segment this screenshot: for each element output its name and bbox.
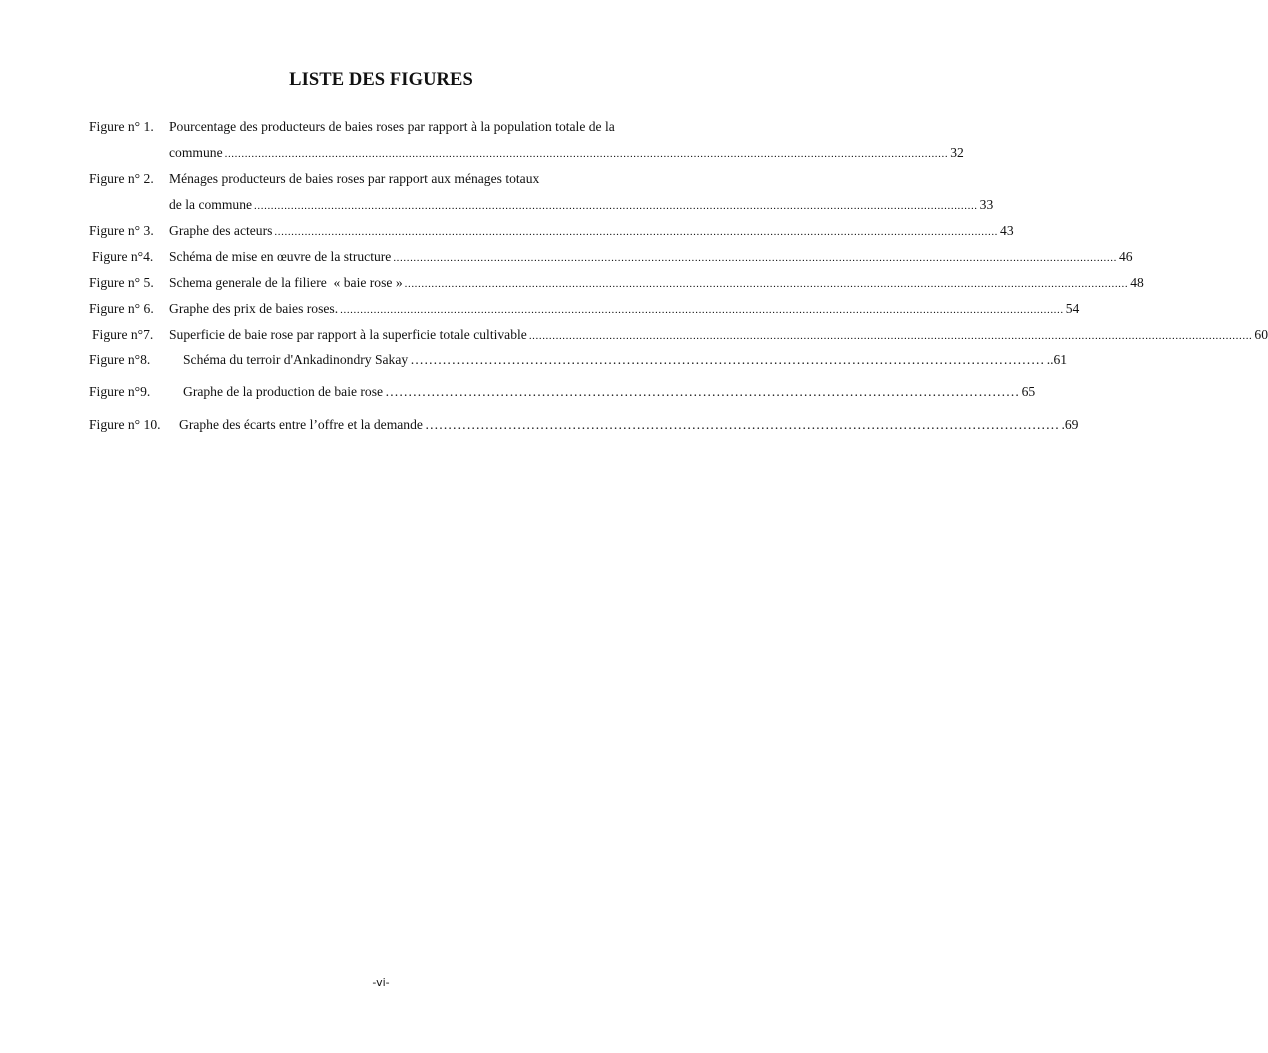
figure-entry-3-line (169, 223, 1014, 239)
dot-leader: ………………………………………………………………………………………………………………………… (424, 417, 1060, 432)
page-number: .69 (1061, 417, 1079, 432)
dot-leader: ………………………………………………………………………………………………………………………… (410, 352, 1045, 367)
figure-label: Figure n° 10. (89, 417, 161, 432)
page-number: 43 (1000, 223, 1014, 238)
page-footer-number: -vi- (372, 976, 390, 989)
figure-entry-5-line (169, 275, 1144, 291)
figure-title-line1: Pourcentage des producteurs de baies roses par rapport à la population totale de la (169, 119, 615, 134)
page-number: 60 (1254, 327, 1268, 342)
figure-label: Figure n° 1. (89, 119, 154, 134)
dot-leader: ........................................................................................................................................................................................................................ (254, 200, 978, 212)
figure-label: Figure n° 3. (89, 223, 154, 238)
figure-label: Figure n°4. (92, 249, 154, 264)
dot-leader: ........................................................................................................................................................................................................................ (404, 278, 1129, 290)
page-number: 33 (979, 197, 994, 212)
figure-entry-2-continuation (169, 197, 994, 213)
page-number: 32 (950, 145, 964, 160)
figure-label: Figure n°9. (89, 384, 151, 399)
figure-entry-7-line (169, 327, 1268, 343)
figure-label: Figure n°8. (89, 352, 151, 367)
dot-leader: ........................................................................................................................................................................................................................ (274, 226, 999, 238)
figure-label: Figure n° 2. (89, 171, 154, 186)
figure-title: Graphe des écarts entre l’offre et la demande (179, 417, 423, 432)
figure-title-line2: commune (169, 145, 223, 160)
figure-title: Schéma du terroir d'Ankadinondry Sakay (183, 352, 409, 367)
figure-title: Graphe des prix de baies roses. (169, 301, 339, 316)
figure-title: Graphe des acteurs (169, 223, 273, 238)
figure-title: Graphe de la production de baie rose (183, 384, 384, 399)
figure-label: Figure n°7. (92, 327, 154, 342)
figure-label: Figure n° 5. (89, 275, 154, 290)
dot-leader: ........................................................................................................................................................................................................................ (224, 148, 949, 160)
page-number: 46 (1118, 249, 1133, 264)
figure-title-line2: de la commune (169, 197, 253, 212)
figure-entry-10-line (179, 417, 1079, 433)
page-number: 54 (1065, 301, 1080, 316)
figure-title: Schema generale de la filiere « baie rose » (169, 275, 403, 290)
page-number: 65 (1021, 384, 1036, 399)
dot-leader: ........................................................................................................................................................................................................................ (340, 304, 1064, 316)
figure-entry-9-line (183, 384, 1036, 400)
figure-entry-8-line (183, 352, 1068, 368)
figure-label: Figure n° 6. (89, 301, 154, 316)
page-number: ..61 (1046, 352, 1068, 367)
page-title: LISTE DES FIGURES (289, 70, 473, 90)
figure-entry-4-line (169, 249, 1133, 265)
figure-entry-1-continuation (169, 145, 964, 161)
page-number: 48 (1130, 275, 1144, 290)
figure-title-line1: Ménages producteurs de baies roses par rapport aux ménages totaux (169, 171, 540, 186)
dot-leader: ………………………………………………………………………………………………………………………… (385, 384, 1020, 399)
figure-entry-6-line (169, 301, 1080, 317)
dot-leader: ........................................................................................................................................................................................................................ (393, 252, 1117, 264)
figure-title: Superficie de baie rose par rapport à la superficie totale cultivable (169, 327, 527, 342)
figure-title: Schéma de mise en œuvre de la structure (169, 249, 392, 264)
dot-leader: ........................................................................................................................................................................................................................ (528, 330, 1253, 342)
